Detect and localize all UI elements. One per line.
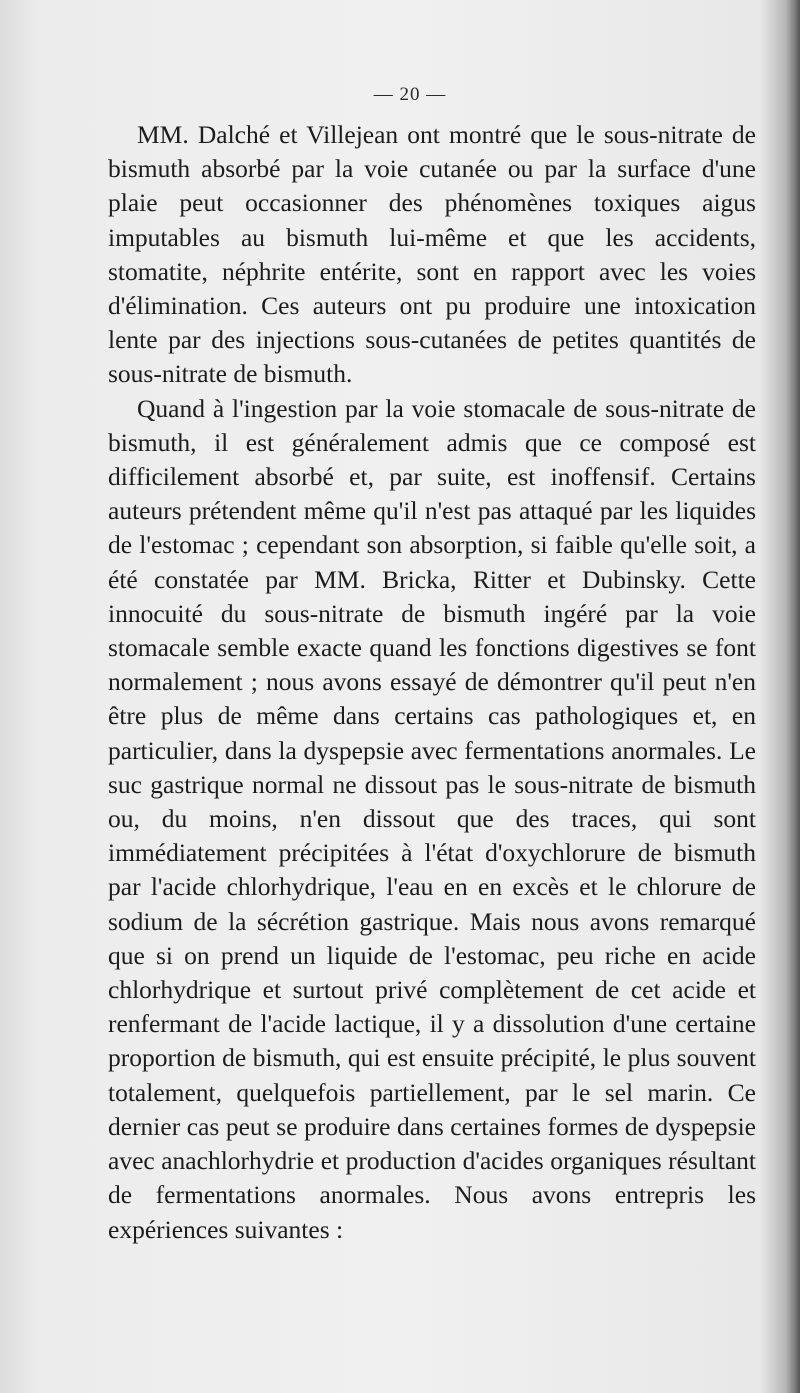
- paragraph-2: Quand à l'ingestion par la voie stomacale de sous-nitrate de bismuth, il est généralement admis que ce composé est difficilement absorbé et, par suite, est inoffensif. Certains auteurs prétendent même qu'il n'est pas attaqué par les liquides de l'estomac ; cependant son absorption, si faible qu'elle soit, a été constatée par MM. Bricka, Ritter et Dubinsky. Cette innocuité du sous-nitrate de bismuth ingéré par la voie stomacale semble exacte quand les fonctions digestives se font normalement ; nous avons essayé de démontrer qu'il peut n'en être plus de même dans certains cas pathologiques et, en particulier, dans la dyspepsie avec fermentations anormales. Le suc gastrique normal ne dissout pas le sous-nitrate de bismuth ou, du moins, n'en dissout que des traces, qui sont immédiatement précipitées à l'état d'oxychlorure de bismuth par l'acide chlorhydrique, l'eau en en excès et le chlorure de sodium de la sécrétion gastrique. Mais nous avons remarqué que si on prend un liquide de l'estomac, peu riche en acide chlorhydrique et surtout privé complètement de cet acide et renfermant de l'acide lactique, il y a dissolution d'une certaine proportion de bismuth, qui est ensuite précipité, le plus souvent totalement, quelquefois partiellement, par le sel marin. Ce dernier cas peut se produire dans certaines formes de dyspepsie avec anachlorhydrie et production d'acides organiques résultant de fermentations anormales. Nous avons entrepris les expériences suivantes :: [108, 393, 756, 1244]
- body-text: [108, 118, 756, 1247]
- paragraph-1: MM. Dalché et Villejean ont montré que le sous-nitrate de bismuth absorbé par la voie cutanée ou par la surface d'une plaie peut occasionner des phénomènes toxiques aigus imputables au bismuth lui-même et que les accidents, stomatite, néphrite entérite, sont en rapport avec les voies d'élimination. Ces auteurs ont pu produire une intoxication lente par des injections sous-cutanées de petites quantités de sous-nitrate de bismuth.: [108, 120, 756, 389]
- page-edge-shadow: [786, 0, 800, 1393]
- page-number: — 20 —: [373, 84, 447, 105]
